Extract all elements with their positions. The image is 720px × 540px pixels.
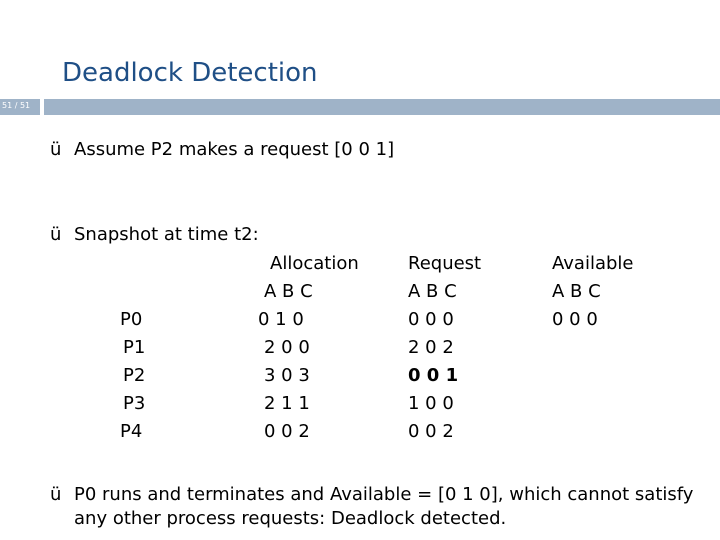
bullet-snapshot [50,224,259,245]
request-value: 0 0 2 [408,421,454,442]
bullet-conclusion [50,484,693,505]
process-label: P0 [120,309,143,330]
process-label: P1 [123,337,146,358]
process-label: P4 [120,421,143,442]
bullet-request [50,139,394,160]
check-icon: ü [50,139,62,160]
request-value: 1 0 0 [408,393,454,414]
allocation-value: 2 1 1 [264,393,310,414]
bullet-text: Assume P2 makes a request [0 0 1] [74,139,395,160]
slide-number: 51 / 51 [2,101,31,110]
request-value: 2 0 2 [408,337,454,358]
available-abc: A B C [552,281,601,302]
available-value: 0 0 0 [552,309,598,330]
allocation-value: 0 0 2 [264,421,310,442]
slide-title: Deadlock Detection [62,58,318,88]
allocation-header: Allocation [270,253,359,274]
allocation-value: 0 1 0 [258,309,304,330]
check-icon: ü [50,484,62,505]
bullet-text: P0 runs and terminates and Available = [0 1 0], which cannot satisfy [74,484,694,505]
process-label: P2 [123,365,146,386]
bullet-text: Snapshot at time t2: [74,224,259,245]
process-label: P3 [123,393,146,414]
allocation-value: 2 0 0 [264,337,310,358]
allocation-value: 3 0 3 [264,365,310,386]
available-header: Available [552,253,634,274]
request-value: 0 0 0 [408,309,454,330]
request-value-highlighted: 0 0 1 [408,365,459,386]
check-icon: ü [50,224,62,245]
bullet-continuation: any other process requests: Deadlock detected. [74,508,507,529]
request-header: Request [408,253,482,274]
allocation-abc: A B C [264,281,313,302]
request-abc: A B C [408,281,457,302]
title-band [44,99,720,115]
